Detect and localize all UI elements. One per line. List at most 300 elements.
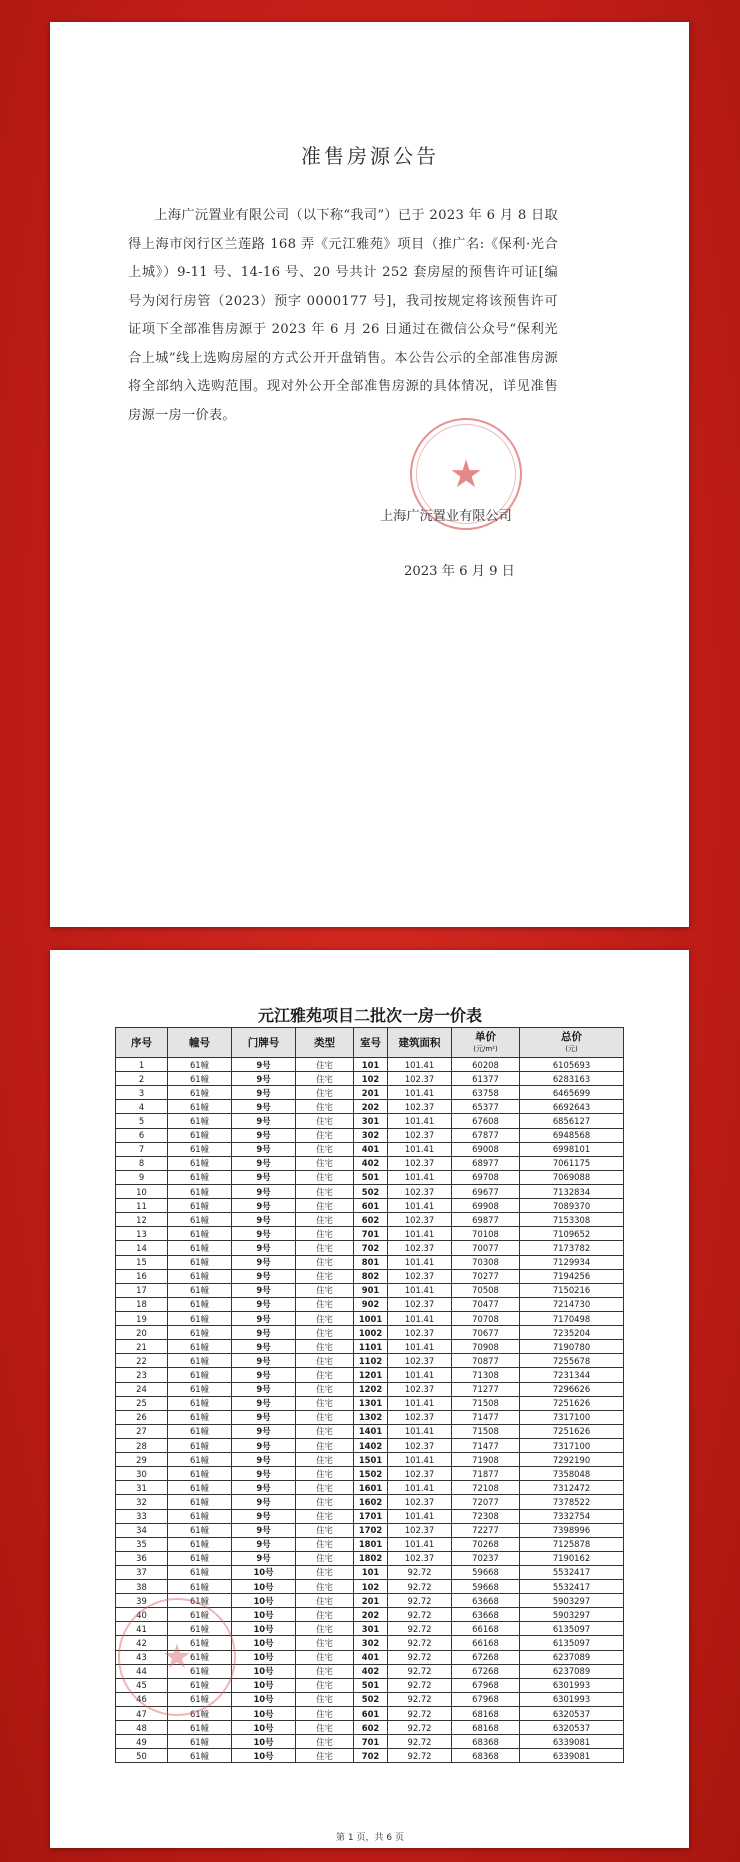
cell-unit-price: 68977 xyxy=(452,1156,520,1170)
cell-building: 61幢 xyxy=(168,1100,232,1114)
cell-type: 住宅 xyxy=(296,1269,354,1283)
cell-total-price: 5532417 xyxy=(520,1580,624,1594)
cell-type: 住宅 xyxy=(296,1326,354,1340)
cell-area: 101.41 xyxy=(388,1058,452,1072)
cell-type: 住宅 xyxy=(296,1707,354,1721)
cell-area: 102.37 xyxy=(388,1184,452,1198)
cell-building: 61幢 xyxy=(168,1072,232,1086)
cell-seq: 29 xyxy=(116,1453,168,1467)
table-row xyxy=(116,1410,624,1424)
cell-door: 9号 xyxy=(232,1509,296,1523)
cell-total-price: 7231344 xyxy=(520,1368,624,1382)
cell-room: 202 xyxy=(354,1608,388,1622)
cell-building: 61幢 xyxy=(168,1058,232,1072)
cell-building: 61幢 xyxy=(168,1481,232,1495)
cell-door: 9号 xyxy=(232,1537,296,1551)
cell-total-price: 7194256 xyxy=(520,1269,624,1283)
cell-type: 住宅 xyxy=(296,1354,354,1368)
header-total-price-label: 总价 xyxy=(561,1030,582,1043)
cell-door: 9号 xyxy=(232,1438,296,1452)
cell-area: 101.41 xyxy=(388,1509,452,1523)
cell-area: 92.72 xyxy=(388,1565,452,1579)
cell-building: 61幢 xyxy=(168,1622,232,1636)
cell-seq: 38 xyxy=(116,1580,168,1594)
table-row xyxy=(116,1100,624,1114)
cell-area: 92.72 xyxy=(388,1580,452,1594)
cell-room: 1701 xyxy=(354,1509,388,1523)
cell-room: 602 xyxy=(354,1213,388,1227)
cell-building: 61幢 xyxy=(168,1128,232,1142)
cell-total-price: 6135097 xyxy=(520,1636,624,1650)
cell-seq: 44 xyxy=(116,1664,168,1678)
cell-seq: 30 xyxy=(116,1467,168,1481)
cell-building: 61幢 xyxy=(168,1410,232,1424)
table-row xyxy=(116,1283,624,1297)
cell-area: 101.41 xyxy=(388,1453,452,1467)
cell-room: 1501 xyxy=(354,1453,388,1467)
cell-area: 101.41 xyxy=(388,1227,452,1241)
cell-total-price: 7251626 xyxy=(520,1424,624,1438)
cell-total-price: 7109652 xyxy=(520,1227,624,1241)
cell-building: 61幢 xyxy=(168,1495,232,1509)
cell-total-price: 6237089 xyxy=(520,1650,624,1664)
cell-door: 10号 xyxy=(232,1608,296,1622)
table-row xyxy=(116,1735,624,1749)
cell-area: 101.41 xyxy=(388,1424,452,1438)
cell-room: 1202 xyxy=(354,1382,388,1396)
header-unit-price xyxy=(452,1028,520,1058)
cell-building: 61幢 xyxy=(168,1453,232,1467)
cell-room: 801 xyxy=(354,1255,388,1269)
cell-building: 61幢 xyxy=(168,1721,232,1735)
cell-total-price: 7132834 xyxy=(520,1184,624,1198)
cell-unit-price: 71477 xyxy=(452,1438,520,1452)
table-row xyxy=(116,1481,624,1495)
cell-type: 住宅 xyxy=(296,1509,354,1523)
cell-seq: 20 xyxy=(116,1326,168,1340)
cell-unit-price: 72277 xyxy=(452,1523,520,1537)
cell-seq: 48 xyxy=(116,1721,168,1735)
notice-body: 上海广沅置业有限公司（以下称“我司”）已于 2023 年 6 月 8 日取得上海市闵行区兰莲路 168 弄《元江雅苑》项目（推广名:《保利·光合上城》）9-11 号、14-16 号、20 号共计 252 套房屋的预售许可证[编号为闵行房管（2023）预字 0000177 号]，我司按规定将该预售许可证项下全部准售房源于 2023 年 6 月 26 日通过在微信公众号“保利光合上城”线上选购房屋的方式公开开盘销售。本公告公示的全部准售房源将全部纳入选购范围。现对外公开全部准售房源的具体情况，详见准售房源一房一价表。 xyxy=(128,208,558,423)
table-row xyxy=(116,1213,624,1227)
header-total-price xyxy=(520,1028,624,1058)
header-door: 门牌号 xyxy=(232,1028,296,1058)
table-row xyxy=(116,1721,624,1735)
cell-door: 10号 xyxy=(232,1650,296,1664)
cell-building: 61幢 xyxy=(168,1749,232,1763)
cell-seq: 24 xyxy=(116,1382,168,1396)
header-total-price-unit: (元) xyxy=(565,1044,578,1053)
cell-area: 102.37 xyxy=(388,1438,452,1452)
cell-room: 1201 xyxy=(354,1368,388,1382)
table-row xyxy=(116,1255,624,1269)
cell-area: 92.72 xyxy=(388,1721,452,1735)
cell-seq: 2 xyxy=(116,1072,168,1086)
cell-unit-price: 63668 xyxy=(452,1608,520,1622)
cell-unit-price: 71508 xyxy=(452,1396,520,1410)
faded-seal xyxy=(118,1598,236,1716)
price-table-title: 元江雅苑项目二批次一房一价表 xyxy=(257,1006,482,1025)
table-row xyxy=(116,1269,624,1283)
cell-door: 9号 xyxy=(232,1410,296,1424)
cell-total-price: 7125878 xyxy=(520,1537,624,1551)
cell-seq: 47 xyxy=(116,1707,168,1721)
cell-seq: 42 xyxy=(116,1636,168,1650)
table-row xyxy=(116,1297,624,1311)
seal-star-icon: ★ xyxy=(161,1637,193,1677)
cell-total-price: 6320537 xyxy=(520,1721,624,1735)
table-row xyxy=(116,1199,624,1213)
cell-unit-price: 65377 xyxy=(452,1100,520,1114)
cell-room: 302 xyxy=(354,1636,388,1650)
cell-door: 9号 xyxy=(232,1058,296,1072)
cell-area: 101.41 xyxy=(388,1142,452,1156)
cell-total-price: 7069088 xyxy=(520,1170,624,1184)
header-area: 建筑面积 xyxy=(388,1028,452,1058)
cell-door: 9号 xyxy=(232,1523,296,1537)
cell-door: 10号 xyxy=(232,1707,296,1721)
cell-door: 9号 xyxy=(232,1170,296,1184)
header-unit-price-unit: (元/m²) xyxy=(473,1044,498,1053)
cell-door: 9号 xyxy=(232,1283,296,1297)
cell-type: 住宅 xyxy=(296,1692,354,1706)
table-row xyxy=(116,1580,624,1594)
cell-building: 61幢 xyxy=(168,1396,232,1410)
cell-area: 101.41 xyxy=(388,1368,452,1382)
cell-area: 101.41 xyxy=(388,1396,452,1410)
cell-unit-price: 67608 xyxy=(452,1114,520,1128)
cell-unit-price: 63758 xyxy=(452,1086,520,1100)
cell-room: 501 xyxy=(354,1170,388,1184)
cell-room: 702 xyxy=(354,1241,388,1255)
cell-building: 61幢 xyxy=(168,1664,232,1678)
cell-building: 61幢 xyxy=(168,1537,232,1551)
cell-door: 9号 xyxy=(232,1368,296,1382)
cell-total-price: 7170498 xyxy=(520,1311,624,1325)
cell-room: 201 xyxy=(354,1594,388,1608)
cell-room: 301 xyxy=(354,1114,388,1128)
cell-building: 61幢 xyxy=(168,1170,232,1184)
cell-type: 住宅 xyxy=(296,1156,354,1170)
cell-area: 102.37 xyxy=(388,1326,452,1340)
table-row xyxy=(116,1184,624,1198)
cell-door: 9号 xyxy=(232,1255,296,1269)
header-building: 幢号 xyxy=(168,1028,232,1058)
cell-building: 61幢 xyxy=(168,1608,232,1622)
cell-room: 301 xyxy=(354,1622,388,1636)
cell-unit-price: 69908 xyxy=(452,1199,520,1213)
cell-door: 9号 xyxy=(232,1114,296,1128)
cell-room: 1102 xyxy=(354,1354,388,1368)
cell-total-price: 7150216 xyxy=(520,1283,624,1297)
cell-room: 102 xyxy=(354,1580,388,1594)
cell-unit-price: 68168 xyxy=(452,1721,520,1735)
cell-type: 住宅 xyxy=(296,1580,354,1594)
cell-type: 住宅 xyxy=(296,1100,354,1114)
cell-building: 61幢 xyxy=(168,1467,232,1481)
cell-total-price: 7190162 xyxy=(520,1551,624,1565)
cell-total-price: 7251626 xyxy=(520,1396,624,1410)
table-row xyxy=(116,1086,624,1100)
table-row xyxy=(116,1311,624,1325)
cell-room: 302 xyxy=(354,1128,388,1142)
cell-area: 102.37 xyxy=(388,1297,452,1311)
cell-area: 92.72 xyxy=(388,1692,452,1706)
cell-seq: 36 xyxy=(116,1551,168,1565)
cell-type: 住宅 xyxy=(296,1467,354,1481)
cell-unit-price: 71477 xyxy=(452,1410,520,1424)
cell-building: 61幢 xyxy=(168,1382,232,1396)
cell-unit-price: 70308 xyxy=(452,1255,520,1269)
cell-seq: 34 xyxy=(116,1523,168,1537)
cell-type: 住宅 xyxy=(296,1650,354,1664)
cell-type: 住宅 xyxy=(296,1199,354,1213)
table-row xyxy=(116,1241,624,1255)
cell-type: 住宅 xyxy=(296,1410,354,1424)
cell-room: 401 xyxy=(354,1142,388,1156)
cell-room: 202 xyxy=(354,1100,388,1114)
cell-door: 9号 xyxy=(232,1297,296,1311)
cell-room: 1801 xyxy=(354,1537,388,1551)
cell-area: 102.37 xyxy=(388,1072,452,1086)
cell-door: 9号 xyxy=(232,1269,296,1283)
cell-area: 92.72 xyxy=(388,1749,452,1763)
cell-building: 61幢 xyxy=(168,1199,232,1213)
table-row xyxy=(116,1495,624,1509)
cell-unit-price: 71908 xyxy=(452,1453,520,1467)
cell-building: 61幢 xyxy=(168,1594,232,1608)
cell-type: 住宅 xyxy=(296,1128,354,1142)
cell-area: 92.72 xyxy=(388,1735,452,1749)
cell-area: 102.37 xyxy=(388,1495,452,1509)
cell-unit-price: 67968 xyxy=(452,1678,520,1692)
cell-room: 701 xyxy=(354,1227,388,1241)
cell-total-price: 6301993 xyxy=(520,1678,624,1692)
cell-seq: 7 xyxy=(116,1142,168,1156)
cell-seq: 28 xyxy=(116,1438,168,1452)
cell-seq: 8 xyxy=(116,1156,168,1170)
cell-seq: 12 xyxy=(116,1213,168,1227)
cell-area: 92.72 xyxy=(388,1594,452,1608)
cell-type: 住宅 xyxy=(296,1311,354,1325)
cell-room: 1602 xyxy=(354,1495,388,1509)
table-row xyxy=(116,1438,624,1452)
cell-unit-price: 67268 xyxy=(452,1650,520,1664)
cell-total-price: 7214730 xyxy=(520,1297,624,1311)
cell-type: 住宅 xyxy=(296,1453,354,1467)
cell-type: 住宅 xyxy=(296,1438,354,1452)
cell-total-price: 7398996 xyxy=(520,1523,624,1537)
table-row xyxy=(116,1565,624,1579)
table-row xyxy=(116,1424,624,1438)
cell-area: 92.72 xyxy=(388,1664,452,1678)
cell-door: 9号 xyxy=(232,1311,296,1325)
cell-unit-price: 68368 xyxy=(452,1735,520,1749)
cell-room: 1101 xyxy=(354,1340,388,1354)
cell-seq: 10 xyxy=(116,1184,168,1198)
cell-total-price: 7089370 xyxy=(520,1199,624,1213)
cell-building: 61幢 xyxy=(168,1424,232,1438)
cell-room: 501 xyxy=(354,1678,388,1692)
cell-building: 61幢 xyxy=(168,1283,232,1297)
cell-seq: 16 xyxy=(116,1269,168,1283)
cell-total-price: 5903297 xyxy=(520,1608,624,1622)
cell-building: 61幢 xyxy=(168,1650,232,1664)
table-row xyxy=(116,1396,624,1410)
table-row xyxy=(116,1467,624,1481)
cell-door: 10号 xyxy=(232,1594,296,1608)
cell-unit-price: 71277 xyxy=(452,1382,520,1396)
cell-type: 住宅 xyxy=(296,1565,354,1579)
cell-room: 1802 xyxy=(354,1551,388,1565)
cell-room: 1502 xyxy=(354,1467,388,1481)
table-row xyxy=(116,1156,624,1170)
cell-door: 9号 xyxy=(232,1142,296,1156)
cell-door: 9号 xyxy=(232,1396,296,1410)
cell-type: 住宅 xyxy=(296,1114,354,1128)
cell-unit-price: 70277 xyxy=(452,1269,520,1283)
cell-unit-price: 70077 xyxy=(452,1241,520,1255)
cell-area: 101.41 xyxy=(388,1481,452,1495)
cell-seq: 40 xyxy=(116,1608,168,1622)
cell-door: 10号 xyxy=(232,1622,296,1636)
cell-door: 10号 xyxy=(232,1678,296,1692)
cell-type: 住宅 xyxy=(296,1523,354,1537)
cell-seq: 37 xyxy=(116,1565,168,1579)
notice-date: 2023 年 6 月 9 日 xyxy=(404,564,515,579)
cell-total-price: 7190780 xyxy=(520,1340,624,1354)
cell-seq: 14 xyxy=(116,1241,168,1255)
cell-total-price: 6998101 xyxy=(520,1142,624,1156)
cell-seq: 22 xyxy=(116,1354,168,1368)
cell-type: 住宅 xyxy=(296,1184,354,1198)
cell-room: 402 xyxy=(354,1664,388,1678)
cell-room: 201 xyxy=(354,1086,388,1100)
cell-seq: 41 xyxy=(116,1622,168,1636)
cell-area: 101.41 xyxy=(388,1340,452,1354)
cell-area: 102.37 xyxy=(388,1156,452,1170)
table-header-row xyxy=(116,1028,624,1058)
table-row xyxy=(116,1749,624,1763)
cell-seq: 35 xyxy=(116,1537,168,1551)
table-row xyxy=(116,1509,624,1523)
cell-building: 61幢 xyxy=(168,1678,232,1692)
cell-building: 61幢 xyxy=(168,1354,232,1368)
cell-type: 住宅 xyxy=(296,1537,354,1551)
table-row xyxy=(116,1142,624,1156)
cell-area: 102.37 xyxy=(388,1410,452,1424)
cell-total-price: 6320537 xyxy=(520,1707,624,1721)
cell-building: 61幢 xyxy=(168,1509,232,1523)
cell-building: 61幢 xyxy=(168,1269,232,1283)
cell-seq: 5 xyxy=(116,1114,168,1128)
header-type: 类型 xyxy=(296,1028,354,1058)
cell-seq: 31 xyxy=(116,1481,168,1495)
cell-seq: 1 xyxy=(116,1058,168,1072)
table-row xyxy=(116,1368,624,1382)
cell-area: 102.37 xyxy=(388,1213,452,1227)
cell-building: 61幢 xyxy=(168,1438,232,1452)
cell-type: 住宅 xyxy=(296,1551,354,1565)
cell-seq: 49 xyxy=(116,1735,168,1749)
cell-room: 1402 xyxy=(354,1438,388,1452)
cell-door: 10号 xyxy=(232,1721,296,1735)
cell-area: 101.41 xyxy=(388,1199,452,1213)
cell-room: 1702 xyxy=(354,1523,388,1537)
cell-seq: 39 xyxy=(116,1594,168,1608)
cell-total-price: 7378522 xyxy=(520,1495,624,1509)
cell-unit-price: 70877 xyxy=(452,1354,520,1368)
cell-total-price: 7317100 xyxy=(520,1438,624,1452)
cell-type: 住宅 xyxy=(296,1749,354,1763)
cell-room: 502 xyxy=(354,1692,388,1706)
cell-room: 102 xyxy=(354,1072,388,1086)
table-row xyxy=(116,1551,624,1565)
cell-unit-price: 70237 xyxy=(452,1551,520,1565)
cell-area: 102.37 xyxy=(388,1269,452,1283)
seal-star-icon: ★ xyxy=(448,452,484,496)
cell-seq: 11 xyxy=(116,1199,168,1213)
cell-type: 住宅 xyxy=(296,1170,354,1184)
cell-unit-price: 67877 xyxy=(452,1128,520,1142)
cell-unit-price: 70508 xyxy=(452,1283,520,1297)
cell-seq: 13 xyxy=(116,1227,168,1241)
cell-area: 101.41 xyxy=(388,1114,452,1128)
cell-door: 9号 xyxy=(232,1213,296,1227)
cell-total-price: 5532417 xyxy=(520,1565,624,1579)
cell-area: 102.37 xyxy=(388,1241,452,1255)
cell-building: 61幢 xyxy=(168,1184,232,1198)
cell-area: 102.37 xyxy=(388,1467,452,1481)
cell-area: 101.41 xyxy=(388,1283,452,1297)
cell-unit-price: 69677 xyxy=(452,1184,520,1198)
cell-seq: 6 xyxy=(116,1128,168,1142)
cell-unit-price: 70108 xyxy=(452,1227,520,1241)
cell-unit-price: 70477 xyxy=(452,1297,520,1311)
cell-type: 住宅 xyxy=(296,1664,354,1678)
cell-building: 61幢 xyxy=(168,1523,232,1537)
cell-door: 9号 xyxy=(232,1340,296,1354)
cell-unit-price: 72077 xyxy=(452,1495,520,1509)
cell-type: 住宅 xyxy=(296,1368,354,1382)
cell-total-price: 7235204 xyxy=(520,1326,624,1340)
cell-type: 住宅 xyxy=(296,1213,354,1227)
cell-type: 住宅 xyxy=(296,1241,354,1255)
cell-building: 61幢 xyxy=(168,1213,232,1227)
cell-room: 1002 xyxy=(354,1326,388,1340)
cell-door: 10号 xyxy=(232,1735,296,1749)
cell-room: 601 xyxy=(354,1199,388,1213)
cell-area: 92.72 xyxy=(388,1678,452,1692)
cell-unit-price: 61377 xyxy=(452,1072,520,1086)
cell-total-price: 6301993 xyxy=(520,1692,624,1706)
cell-unit-price: 71877 xyxy=(452,1467,520,1481)
cell-area: 101.41 xyxy=(388,1311,452,1325)
cell-total-price: 7358048 xyxy=(520,1467,624,1481)
cell-building: 61幢 xyxy=(168,1340,232,1354)
cell-room: 601 xyxy=(354,1707,388,1721)
cell-door: 9号 xyxy=(232,1354,296,1368)
cell-unit-price: 70268 xyxy=(452,1537,520,1551)
cell-total-price: 6339081 xyxy=(520,1735,624,1749)
cell-total-price: 6465699 xyxy=(520,1086,624,1100)
cell-door: 9号 xyxy=(232,1227,296,1241)
cell-area: 101.41 xyxy=(388,1537,452,1551)
cell-type: 住宅 xyxy=(296,1594,354,1608)
cell-type: 住宅 xyxy=(296,1735,354,1749)
cell-total-price: 7129934 xyxy=(520,1255,624,1269)
table-row xyxy=(116,1114,624,1128)
